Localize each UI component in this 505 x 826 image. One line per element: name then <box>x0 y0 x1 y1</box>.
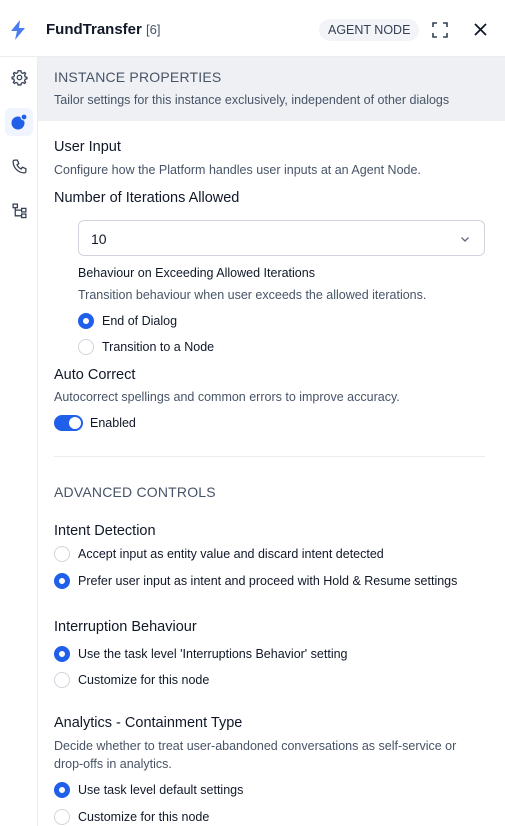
radio-accept-entity[interactable] <box>54 546 70 562</box>
analytics-title: Analytics - Containment Type <box>54 715 243 731</box>
analytics-description: drop-offs in analytics. <box>54 757 172 771</box>
iterations-select[interactable] <box>78 220 485 256</box>
node-count: [6] <box>146 22 161 37</box>
radio-label: Prefer user input as intent and proceed with Hold & Resume settings <box>78 574 458 588</box>
exceed-title: Behaviour on Exceeding Allowed Iterations <box>78 266 315 280</box>
radio-task-level-default[interactable] <box>54 782 70 798</box>
radio-label: Accept input as entity value and discard intent detected <box>78 547 384 561</box>
chevron-down-icon <box>460 234 470 244</box>
node-type-badge: AGENT NODE <box>319 19 419 41</box>
analytics-description: Decide whether to treat user-abandoned conversations as self-service or <box>54 739 457 753</box>
auto-correct-toggle[interactable] <box>54 415 83 431</box>
auto-correct-title: Auto Correct <box>54 367 136 383</box>
iterations-label: Number of Iterations Allowed <box>54 190 240 206</box>
node-icon <box>10 113 28 131</box>
radio-end-of-dialog[interactable] <box>78 313 94 329</box>
radio-customize-interruptions[interactable] <box>54 672 70 688</box>
sidebar-item-settings[interactable] <box>5 63 33 91</box>
interruption-title: Interruption Behaviour <box>54 619 197 635</box>
instance-properties-header <box>38 57 505 121</box>
toggle-label: Enabled <box>90 416 136 430</box>
radio-prefer-intent[interactable] <box>54 573 70 589</box>
gear-icon <box>11 69 28 86</box>
iterations-value: 10 <box>91 231 107 247</box>
advanced-controls-title: ADVANCED CONTROLS <box>54 484 216 500</box>
radio-customize-analytics[interactable] <box>54 809 70 825</box>
panel-header <box>0 0 505 57</box>
sidebar-item-node[interactable] <box>5 108 33 136</box>
close-icon[interactable] <box>473 22 488 37</box>
radio-transition-to-node[interactable] <box>78 339 94 355</box>
radio-task-level-interruptions[interactable] <box>54 646 70 662</box>
exceed-description: Transition behaviour when user exceeds the allowed iterations. <box>78 288 427 302</box>
flow-icon <box>11 202 28 219</box>
user-input-title: User Input <box>54 139 121 155</box>
radio-label: Transition to a Node <box>102 340 215 354</box>
section-subtitle: Tailor settings for this instance exclusively, independent of other dialogs <box>54 93 450 107</box>
intent-detection-title: Intent Detection <box>54 523 156 539</box>
side-nav <box>0 57 38 826</box>
radio-label: Use the task level 'Interruptions Behavior' setting <box>78 647 348 661</box>
radio-label: Use task level default settings <box>78 783 244 797</box>
properties-content <box>38 57 505 826</box>
radio-label: Customize for this node <box>78 673 210 687</box>
divider <box>54 456 485 457</box>
node-title: FundTransfer <box>46 21 142 38</box>
user-input-description: Configure how the Platform handles user inputs at an Agent Node. <box>54 163 421 177</box>
section-title: INSTANCE PROPERTIES <box>54 69 222 85</box>
auto-correct-description: Autocorrect spellings and common errors to improve accuracy. <box>54 390 400 404</box>
sidebar-item-voice[interactable] <box>5 152 33 180</box>
lightning-icon <box>9 20 27 40</box>
radio-label: Customize for this node <box>78 810 210 824</box>
radio-label: End of Dialog <box>102 314 178 328</box>
toggle-knob <box>69 417 81 429</box>
phone-icon <box>11 158 28 175</box>
sidebar-item-connections[interactable] <box>5 196 33 224</box>
expand-icon[interactable] <box>432 22 448 38</box>
